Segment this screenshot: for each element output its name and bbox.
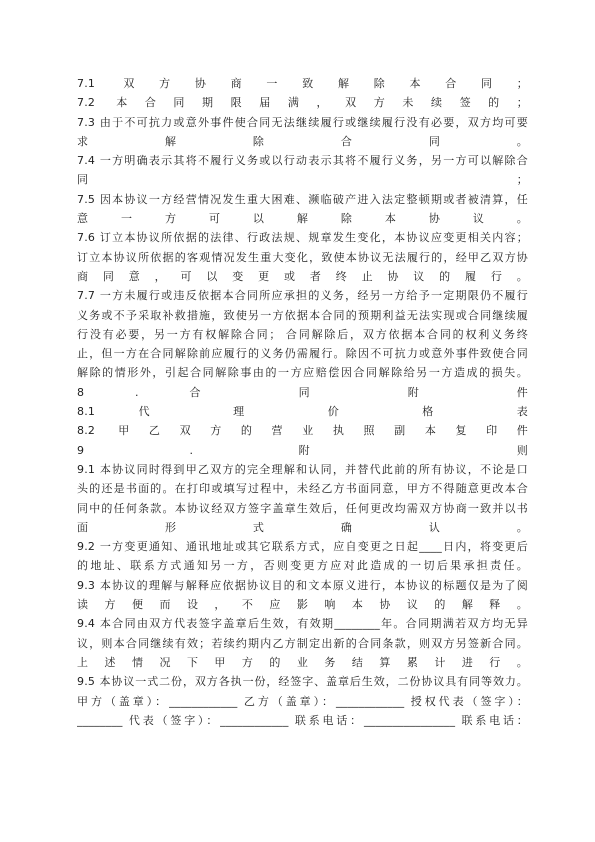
document-line: 订立本协议所依据的客观情况发生重大变化，致使本协议无法履行的，经甲乙双方协 [77, 250, 528, 264]
document-line: ________ 代表（签字）：____________ 联系电话：________________ 联系电话： [77, 713, 528, 727]
document-line: 意 一 方 可 以 解 除 本 协 议 。 [77, 212, 528, 226]
document-line: 止，但一方在合同解除前应履行的义务仍需履行。除因不可抗力或意外事件致使合同 [77, 347, 528, 361]
document-line: 同 ； [77, 173, 528, 187]
document-line: 8.2 甲乙双方的营业执照副本复印件 [77, 424, 528, 438]
document-line: 上述情况下甲方的业务结算累计进行。 [77, 655, 528, 669]
document-line: 商同意，可以变更或者终止协议的履行。 [77, 269, 528, 283]
document-line: 面 形 式 确 认 。 [77, 520, 528, 534]
document-line: 议，则本合同继续有效；若续约期内乙方制定出新的合同条款，则双方另签新合同。 [77, 636, 528, 650]
document-line: 8 . 合 同 附 件 [77, 385, 528, 399]
document-line: 9.1 本协议同时得到甲乙双方的完全理解和认同，并替代此前的所有协议，不论是口 [77, 462, 528, 476]
document-page [77, 74, 528, 730]
document-line: 甲方（盖章）：____________ 乙方（盖章）：____________ 授权代表（签字）： [77, 694, 528, 708]
document-line: 7.2 本合同期限届满，双方未续签的； [77, 96, 528, 110]
document-line: 求 解 除 合 同 。 [77, 134, 528, 148]
document-line: 8.1 代 理 价 格 表 [77, 405, 528, 419]
document-line: 7.7 一方未履行或违反依据本合同所应承担的义务，经另一方给予一定期限仍不履行 [77, 289, 528, 303]
document-line: 9.2 一方变更通知、通讯地址或其它联系方式，应自变更之日起____日内，将变更后 [77, 540, 528, 554]
document-line: 7.3 由于不可抗力或意外事件使合同无法继续履行或继续履行没有必要，双方均可要 [77, 115, 528, 129]
document-line: 7.5 因本协议一方经营情况发生重大困难、濒临破产进入法定整顿期或者被清算，任 [77, 192, 528, 206]
document-line: 9 . 附 则 [77, 443, 528, 457]
document-line: 同中的任何条款。本协议经双方签字盖章生效后，任何更改均需双方协商一致并以书 [77, 501, 528, 515]
document-line: 头的还是书面的。在打印或填写过程中，未经乙方书面同意，甲方不得随意更改本合 [77, 482, 528, 496]
document-line: 7.6 订立本协议所依据的法律、行政法规、规章发生变化，本协议应变更相关内容； [77, 231, 528, 245]
document-line: 义务或不予采取补救措施，致使另一方依据本合同的预期利益无法实现或合同继续履 [77, 308, 528, 322]
document-line: 9.3 本协议的理解与解释应依据协议目的和文本原义进行，本协议的标题仅是为了阅 [77, 578, 528, 592]
document-line: 的地址、联系方式通知另一方，否则变更方应对此造成的一切后果承担责任。 [77, 559, 528, 573]
document-line: 读方便而设，不应影响本协议的解释。 [77, 598, 528, 612]
document-line: 7.1 双方协商一致解除本合同； [77, 77, 528, 90]
document-line: 行没有必要，另一方有权解除合同； 合同解除后，双方依据本合同的权利义务终 [77, 327, 528, 341]
document-line: 7.4 一方明确表示其将不履行义务或以行动表示其将不履行义务，另一方可以解除合 [77, 154, 528, 168]
document-line: 9.5 本协议一式二份，双方各执一份，经签字、盖章后生效，二份协议具有同等效力。 [77, 675, 528, 689]
document-line: 9.4 本合同由双方代表签字盖章后生效，有效期________年。合同期满若双方均无异 [77, 617, 528, 631]
document-line: 解除的情形外，引起合同解除事由的一方应赔偿因合同解除给另一方造成的损失。 [77, 366, 528, 380]
